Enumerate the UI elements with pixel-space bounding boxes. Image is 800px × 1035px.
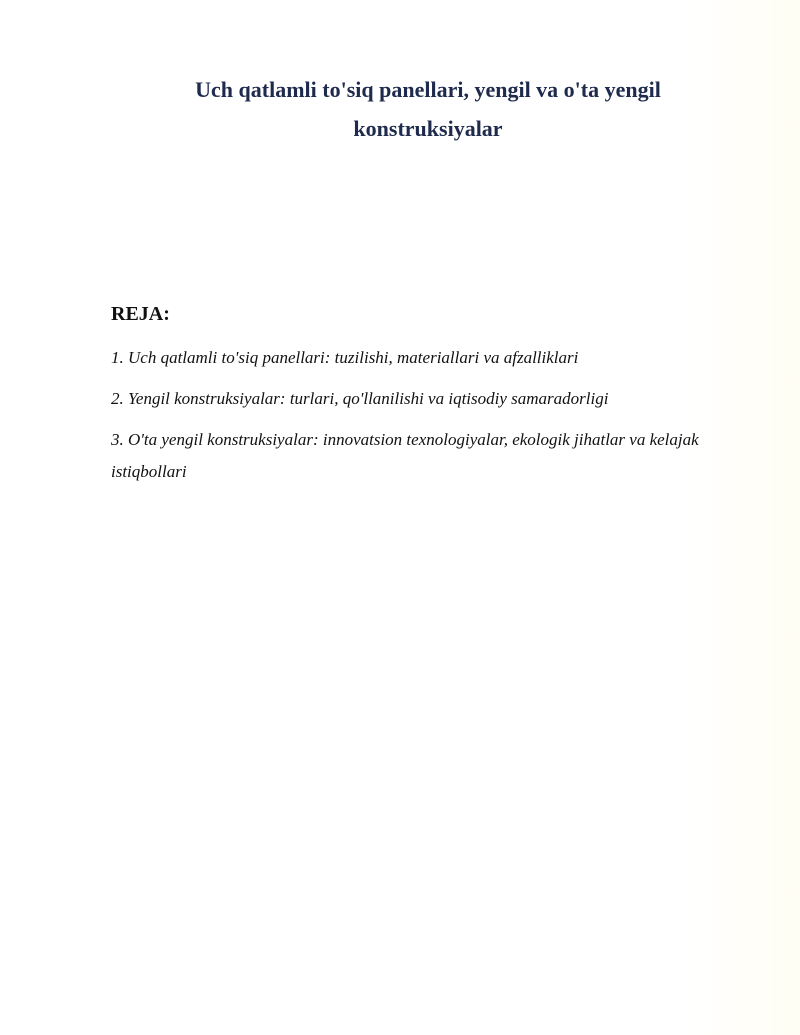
plan-list <box>111 342 711 488</box>
plan-item-1: 1. Uch qatlamli to'siq panellari: tuzilishi, materiallari va afzalliklari <box>111 348 579 367</box>
plan-item-2: 2. Yengil konstruksiyalar: turlari, qo'llanilishi va iqtisodiy samaradorligi <box>111 389 609 408</box>
plan-item-3: 3. O'ta yengil konstruksiyalar: innovatsion texnologiyalar, ekologik jihatlar va kelajak istiqbollari <box>111 430 699 481</box>
plan-section <box>111 300 711 497</box>
plan-heading: REJA: <box>111 303 170 325</box>
document-title: Uch qatlamli to'siq panellari, yengil va o'ta yengil konstruksiyalar <box>195 77 661 141</box>
